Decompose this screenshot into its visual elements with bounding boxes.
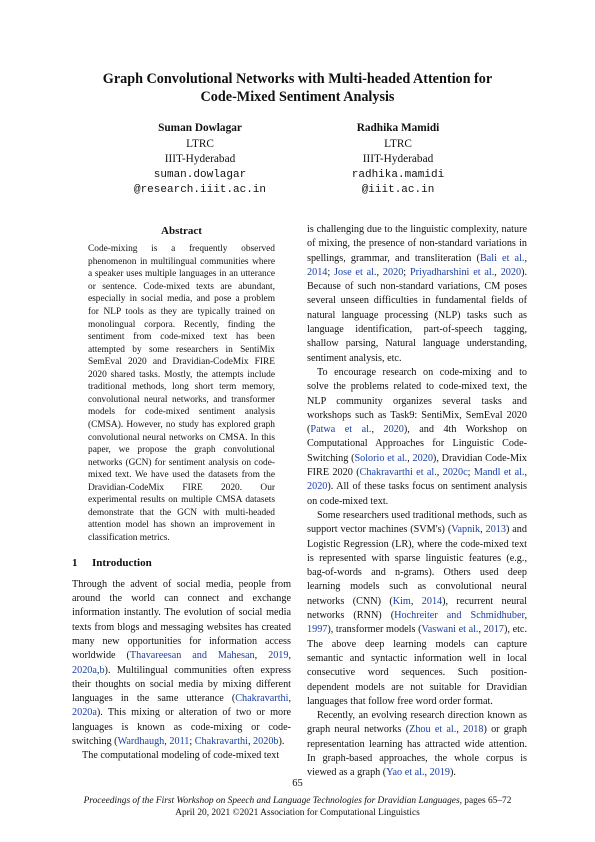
citation-link[interactable]: Priyadharshini et al.	[409, 266, 495, 278]
paragraph-text: ), etc. The above deep learning models can capture semantic and syntactic information well in local consecutive word sequences. Such position-dependent models are not suitable for Dravidian languages that follow free word order format.	[307, 624, 527, 707]
paragraph-text: To encourage research on code-mixing and to solve the problems related to code-mixed text, the NLP community organizes several tasks and workshops such as Task9: SentiMix, SemEval 2020 (	[307, 366, 527, 436]
author-institute: IIIT-Hyderabad	[164, 153, 236, 166]
footer-venue: Proceedings of the First Workshop on Speech and Language Technologies for Dravidian Languages	[83, 796, 460, 806]
intro-paragraph-4	[307, 509, 527, 709]
paragraph-text: ,	[524, 467, 528, 479]
paper-title	[0, 70, 595, 106]
author-email-part-2: @research.iiit.ac.in	[133, 184, 267, 197]
paragraph-text: ;	[467, 467, 474, 479]
citation-link[interactable]: 2019	[268, 650, 289, 662]
citation-link[interactable]: Wardhaugh	[117, 735, 165, 747]
intro-paragraph-3	[307, 366, 527, 509]
citation-link[interactable]: 2019	[429, 767, 450, 779]
paragraph-text: ,	[407, 452, 413, 464]
paragraph-text: ,	[436, 467, 443, 479]
paragraph-text: ).	[278, 735, 285, 747]
citation-link[interactable]: Yao et al.	[386, 767, 425, 779]
author-email-part-1: radhika.mamidi	[351, 168, 445, 181]
section-number: 1	[72, 557, 78, 570]
citation-link[interactable]: 2020	[500, 266, 522, 278]
footer-line-2: April 20, 2021 ©2021 Association for Computational Linguistics	[175, 807, 420, 818]
author-affiliation: LTRC	[186, 137, 214, 150]
citation-link[interactable]: 2020	[383, 424, 404, 436]
paragraph-text: Through the advent of social media, people from around the world can connect and exchange information instantly. The evolution of social media texts from blogs and messaging websites has created many new opportunities for information access worldwide (	[72, 578, 291, 662]
intro-paragraph-2: The computational modeling of code-mixed text	[82, 750, 280, 762]
paragraph-text: ), recurrent neural networks (RNN) (	[307, 595, 527, 622]
author-2	[278, 121, 518, 199]
right-column	[307, 223, 527, 781]
paragraph-text: ;	[327, 266, 335, 278]
paragraph-text: ,	[376, 266, 383, 278]
paragraph-text: Recently, an evolving research direction known as graph neural networks (	[307, 710, 527, 736]
citation-link[interactable]: Thavareesan and Mahesan	[129, 650, 255, 662]
paragraph-text: ). This mixing or alteration of two or more languages is known as code-mixing or code-switching (	[72, 707, 291, 747]
paragraph-text: ,	[494, 266, 501, 278]
citation-link[interactable]: 2014	[307, 266, 328, 278]
title-line-2: Code-Mixed Sentiment Analysis	[200, 89, 395, 105]
citation-link[interactable]: Vaswani et al.	[421, 624, 479, 636]
citation-link[interactable]: 2017	[483, 624, 505, 636]
paragraph-text: ,	[480, 524, 486, 536]
citation-link[interactable]: Kim	[392, 595, 411, 607]
paragraph-text: Some researchers used traditional methods, such as support vector machines (SVM's) (	[307, 509, 527, 536]
paragraph-text: ,	[424, 767, 430, 779]
paragraph-text: ).	[449, 767, 456, 779]
intro-paragraph-5	[307, 709, 527, 780]
abstract-heading: Abstract	[161, 225, 202, 237]
citation-link[interactable]: Mandl et al.	[473, 467, 525, 479]
intro-paragraph-1	[72, 578, 291, 750]
citation-link[interactable]: 2020b	[253, 735, 279, 747]
title-line-1: Graph Convolutional Networks with Multi-headed Attention for	[102, 71, 493, 87]
paragraph-text: ), transformer models (	[327, 624, 422, 636]
author-email-part-2: @iiit.ac.in	[361, 184, 435, 197]
paragraph-text: ,	[371, 424, 384, 436]
citation-link[interactable]: 1997	[307, 624, 328, 636]
paragraph-text: ). Multilingual communities often express their thoughts on social media by mixing different languages in the same utterance (	[72, 664, 291, 705]
citation-link[interactable]: Chakravarthi et al.	[359, 467, 437, 479]
section-title: Introduction	[92, 557, 152, 570]
citation-link[interactable]: b	[99, 664, 105, 676]
author-institute: IIIT-Hyderabad	[362, 153, 434, 166]
paragraph-text: ,	[524, 252, 527, 264]
section-heading-introduction	[72, 556, 291, 570]
citation-link[interactable]: Hochreiter and Schmidhuber	[394, 610, 525, 622]
paragraph-text: ) and Logistic Regression (LR), where the code-mixed text is represented with sparse linguistic features (e.g., bag-of-words and n-grams). Others used deep learning models such as convolutional neural networks (CNN) (	[307, 524, 527, 607]
left-column	[72, 224, 291, 764]
paragraph-text: ,	[247, 735, 254, 747]
paragraph-text: ). All of these tasks focus on sentiment analysis on code-mixed text.	[307, 481, 527, 507]
citation-link[interactable]: 2020c	[442, 467, 468, 479]
intro-paragraph-2-continued	[307, 223, 527, 366]
paragraph-text: ;	[189, 735, 195, 747]
paragraph-text: ,	[254, 650, 269, 662]
citation-link[interactable]: 2020	[412, 452, 433, 464]
citation-link[interactable]: 2020a	[72, 707, 97, 719]
citation-link[interactable]: 2020	[307, 481, 328, 493]
paragraph-text: ), Dravidian Code-Mix FIRE 2020 (	[307, 452, 527, 479]
paragraph-text: ,	[524, 610, 527, 622]
paragraph-text: ), and 4th Workshop on Computational Approaches for Linguistic Code-Switching (	[307, 424, 528, 464]
paragraph-text: ;	[403, 266, 410, 278]
paragraph-text: is challenging due to the linguistic complexity, nature of mixing, the presence of non-standard variations in spellings, grammar, and transliteration (	[307, 224, 527, 264]
paragraph-text: ,	[288, 693, 291, 705]
citation-link[interactable]: Chakravarthi	[194, 735, 248, 747]
paragraph-text: ,	[288, 650, 292, 662]
paragraph-text: ,	[478, 624, 484, 636]
citation-link[interactable]: 2013	[485, 524, 506, 536]
author-email-part-1: suman.dowlagar	[153, 168, 247, 181]
page-number: 65	[292, 778, 303, 789]
author-affiliation: LTRC	[384, 137, 412, 150]
abstract-text: Code-mixing is a frequently observed phenomenon in multilingual communities where a speaker uses multiple languages in an utterance or sentence. Code-mixed texts are abundant, especially in social media, and pose a problem for NLP tools as they are typically trained on monolingual corpora. Recently, finding the sentiment from code-mixed text has been attempted by some researchers in SentiMix SemEval 2020 and Dravidian-CodeMix FIRE 2020 shared tasks. Mostly, the attempts include traditional methods, long short term memory, convolutional neural networks, and transformer models for code-mixed sentiment analysis (CMSA). However, no study has explored graph convolutional neural networks on CMSA. In this paper, we propose the graph convolutional networks (GCN) for sentiment analysis on code-mixed text. We have used the datasets from the Dravidian-CodeMix FIRE 2020. Our experimental results on multiple CMSA datasets demonstrate that the GCN with multi-headed attention model has shown an improvement in classification metrics.	[88, 244, 275, 543]
paragraph-text: ). Because of such non-standard variations, CM poses several unseen difficulties in fundamental fields of natural language processing (NLP) tasks such as language identification, part-of-speech tagging, shallow parsing, Natural language understanding, sentiment analysis, etc.	[307, 266, 528, 364]
citation-link[interactable]: Bali et al.	[479, 252, 525, 264]
paragraph-text: ) or graph representation learning has attracted wide attention. In graph-based approaches, the whole corpus is viewed as a graph (	[307, 724, 528, 779]
citation-link[interactable]: 2020a	[72, 664, 97, 676]
paragraph-text: ,	[456, 724, 464, 736]
footer-pages: , pages 65–72	[459, 796, 512, 806]
citation-link[interactable]: Zhou et al.	[409, 724, 457, 736]
citation-link[interactable]: Vapnik	[451, 524, 481, 536]
citation-link[interactable]: Solorio et al.	[354, 452, 408, 464]
paragraph-text: ,	[164, 735, 170, 747]
author-name: Suman Dowlagar	[158, 122, 242, 134]
paragraph-text: ,	[410, 595, 422, 607]
author-name: Radhika Mamidi	[356, 122, 440, 134]
footer-line-1	[0, 796, 595, 808]
citation-link[interactable]: Chakravarthi	[235, 693, 289, 705]
citation-link[interactable]: Patwa et al.	[310, 424, 372, 436]
citation-link[interactable]: 2014	[421, 595, 443, 607]
citation-link[interactable]: Jose et al.	[334, 266, 377, 278]
citation-link[interactable]: 2020	[382, 266, 404, 278]
citation-link[interactable]: 2011	[169, 735, 190, 747]
page-footer	[0, 796, 595, 819]
citation-link[interactable]: 2018	[463, 724, 484, 736]
paragraph-text: ,	[96, 664, 100, 676]
